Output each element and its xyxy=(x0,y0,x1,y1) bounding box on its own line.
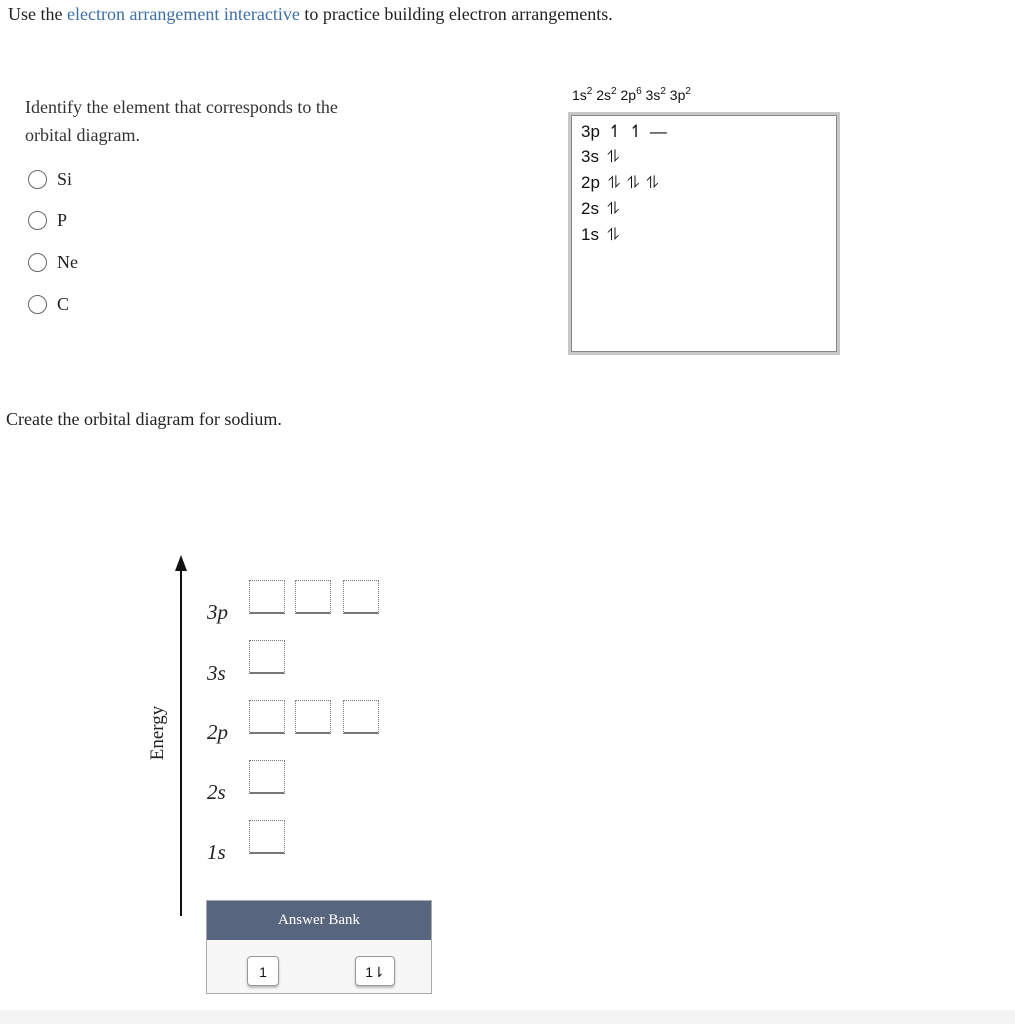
level-label-1s: 1s xyxy=(207,840,226,864)
level-label-3p: 3p xyxy=(207,600,228,624)
radio-button[interactable] xyxy=(28,295,47,314)
option-si[interactable] xyxy=(28,169,72,190)
level-label-3s: 3s xyxy=(207,661,226,685)
intro-prefix: Use the xyxy=(8,4,67,24)
question1-prompt-line2: orbital diagram. xyxy=(25,125,140,145)
orbital-slot-3p-2[interactable] xyxy=(295,580,331,614)
option-label: P xyxy=(57,210,68,230)
radio-button[interactable] xyxy=(28,211,47,230)
orbital-slot-2p-2[interactable] xyxy=(295,700,331,734)
diagram-row-3p: 3p ↿ ↿ — xyxy=(581,122,668,141)
electron-configuration: $1s^2$ $2s^2$ $2p^6$ $3s^2$ $3p^2$ xyxy=(572,86,691,103)
radio-button[interactable] xyxy=(28,253,47,272)
answer-bank xyxy=(206,900,432,994)
orbital-slot-3p-1[interactable] xyxy=(249,580,285,614)
option-label: C xyxy=(57,294,70,314)
level-label-2s: 2s xyxy=(207,780,226,804)
answer-tile-single-up[interactable]: 1 xyxy=(247,956,279,986)
level-label-2p: 2p xyxy=(207,720,228,744)
orbital-slot-2p-3[interactable] xyxy=(343,700,379,734)
diagram-row-2p: 2p ⥮ ⥮ ⥮ xyxy=(581,173,660,192)
orbital-slot-3p-3[interactable] xyxy=(343,580,379,614)
question2-prompt: Create the orbital diagram for sodium. xyxy=(6,409,282,429)
orbital-diagram-box xyxy=(568,112,840,355)
orbital-slot-1s[interactable] xyxy=(249,820,285,854)
orbital-slot-2s[interactable] xyxy=(249,760,285,794)
answer-bank-title: Answer Bank xyxy=(207,901,431,940)
electron-arrangement-link[interactable]: electron arrangement interactive xyxy=(66,4,300,24)
option-label: Ne xyxy=(57,252,78,272)
option-c[interactable] xyxy=(28,294,69,315)
radio-button[interactable] xyxy=(28,170,47,189)
instructions-text xyxy=(8,4,613,25)
option-p[interactable] xyxy=(28,210,67,231)
orbital-slot-2p-1[interactable] xyxy=(249,700,285,734)
question1-prompt xyxy=(25,93,405,149)
intro-suffix: to practice building electron arrangements. xyxy=(299,4,613,24)
diagram-row-1s: 1s ⥮ xyxy=(581,225,621,244)
diagram-row-2s: 2s ⥮ xyxy=(581,199,621,218)
question1-prompt-line1: Identify the element that corresponds to the xyxy=(25,97,338,117)
energy-axis xyxy=(180,558,182,916)
option-ne[interactable] xyxy=(28,252,78,273)
energy-axis-label: Energy xyxy=(147,705,168,761)
diagram-row-3s: 3s ⥮ xyxy=(581,147,621,166)
option-label: Si xyxy=(57,169,73,189)
answer-tile-paired[interactable]: 1⇂ xyxy=(355,956,395,986)
orbital-slot-3s[interactable] xyxy=(249,640,285,674)
bottom-bar xyxy=(0,1010,1015,1024)
